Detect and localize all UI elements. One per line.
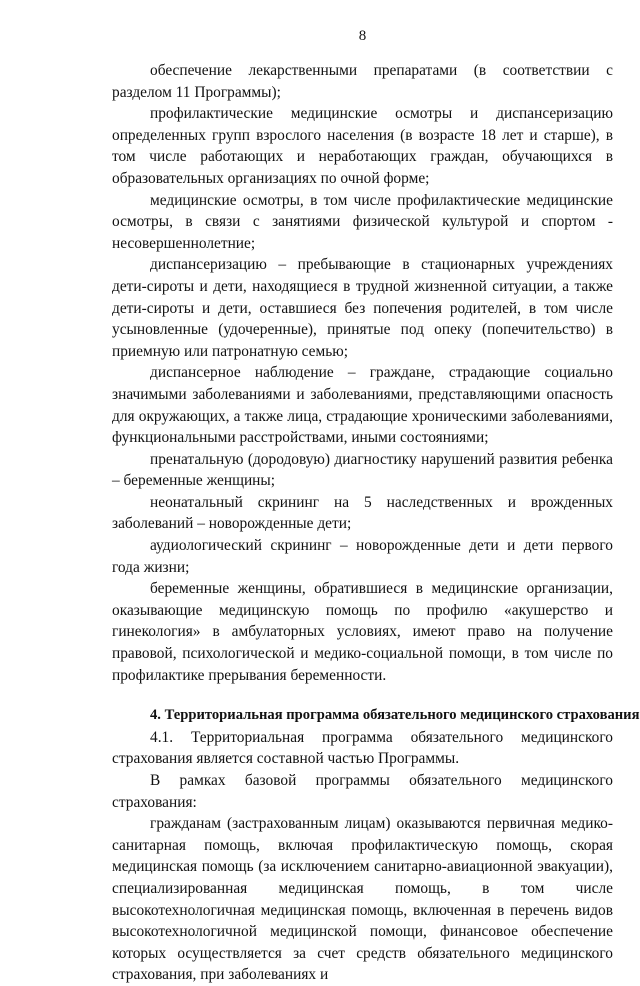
paragraph-medicines: обеспечение лекарственными препаратами (в соответствии с разделом 11 Программы); xyxy=(112,62,613,101)
section-spacer xyxy=(112,686,613,705)
paragraph-audiological-screening: аудиологический скрининг – новорожденные дети и дети первого года жизни; xyxy=(112,537,613,576)
paragraph-insured-persons: гражданам (застрахованным лицам) оказываются первичная медико-санитарная помощь, включая профилактическую помощь, скорая медицинская помощь (за исключением санитарно-авиационной эвакуации), специализированная медицинская помощь, в том числе высокотехнологичная медицинская помощь, включенная в перечень видов высокотехнологичной медицинской помощи, финансовое обеспечение которых осуществляется за счет средств обязательного медицинского страхования, при заболеваниях и xyxy=(112,815,613,984)
paragraph-dispensarization-orphans: диспансеризацию – пребывающие в стационарных учреждениях дети-сироты и дети, находящиеся в трудной жизненной ситуации, а также дети-сироты и дети, оставшиеся без попечения родителей, в том числе усыновленные (удочеренные), принятые под опеку (попечительство) в приемную или патронатную семью; xyxy=(112,256,613,360)
paragraph-basic-program: В рамках базовой программы обязательного медицинского страхования: xyxy=(112,772,613,811)
paragraph-medical-examinations-sports: медицинские осмотры, в том числе профилактические медицинские осмотры, в связи с занятиями физической культурой и спортом - несовершеннолетние; xyxy=(112,191,613,252)
paragraph-dispensary-observation: диспансерное наблюдение – граждане, страдающие социально значимыми заболеваниями и заболеваниями, представляющими опасность для окружающих, а также лица, страдающие хроническими заболеваниями, функциональными расстройствами, иными состояниями; xyxy=(112,364,613,447)
paragraph-prenatal-diagnostics: пренатальную (дородовую) диагностику нарушений развития ребенка – беременные женщины; xyxy=(112,450,613,490)
paragraph-territorial-program: 4.1. Территориальная программа обязательного медицинского страхования является составной частью Программы. xyxy=(112,728,613,768)
paragraph-neonatal-screening: неонатальный скрининг на 5 наследственных и врожденных заболеваний – новорожденные дети; xyxy=(112,493,613,533)
paragraph-pregnant-women: беременные женщины, обратившиеся в медицинские организации, оказывающие медицинскую помощь по профилю «акушерство и гинекология» в амбулаторных условиях, имеют право на получение правовой, психологической и медико-социальной помощи, в том числе по профилактике прерывания беременности. xyxy=(112,580,613,684)
paragraph-preventive-examinations: профилактические медицинские осмотры и диспансеризацию определенных групп взрослого населения (в возрасте 18 лет и старше), в том числе работающих и неработающих граждан, обучающихся в образовательных организациях по очной форме; xyxy=(112,105,613,187)
section-heading: 4. Территориальная программа обязательного медицинского страхования xyxy=(150,707,640,724)
document-body xyxy=(112,60,640,986)
page-number: 8 xyxy=(358,28,367,44)
